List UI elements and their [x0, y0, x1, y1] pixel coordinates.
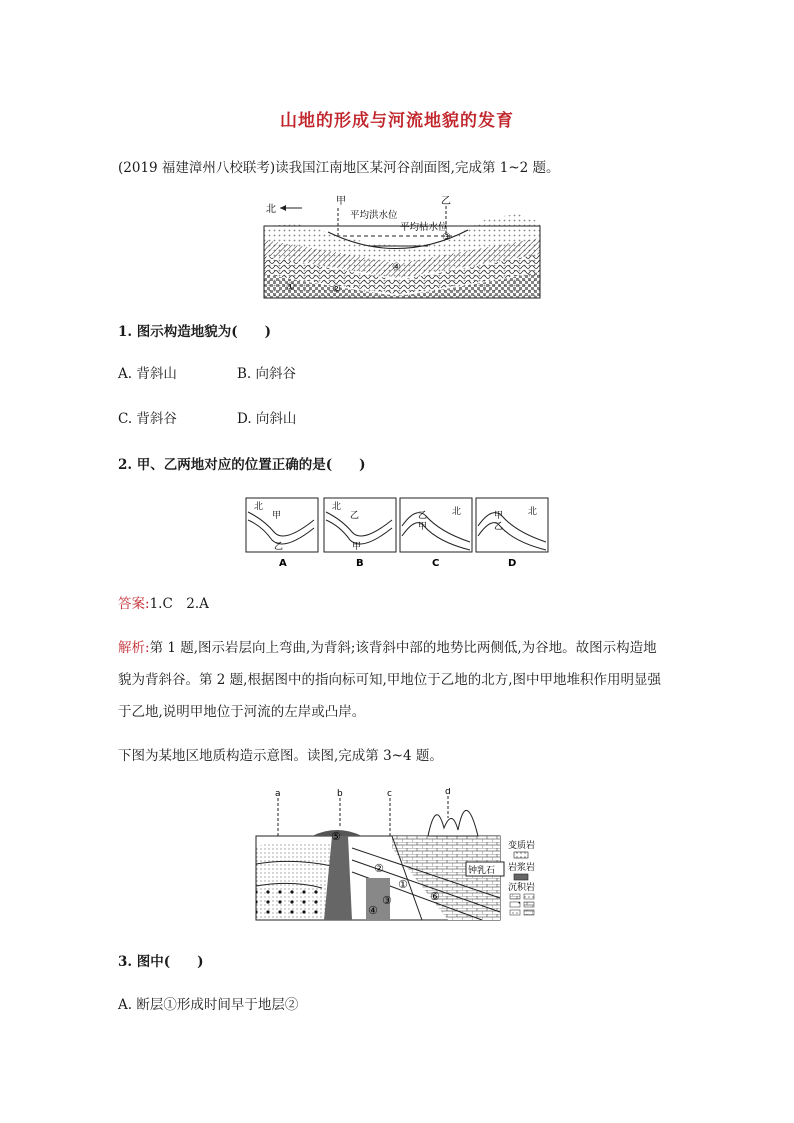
label-4: ④: [368, 904, 378, 917]
label-a: A: [279, 558, 287, 569]
label-d: D: [508, 558, 517, 569]
layer-3-label: ③: [442, 232, 451, 243]
yi-c: 乙: [418, 511, 428, 521]
yi-label: 乙: [441, 196, 451, 207]
label-b: B: [356, 558, 364, 569]
q1-stem: 1. 图示构造地貌为( ): [118, 324, 272, 340]
flood-level-label: 平均洪水位: [350, 210, 398, 221]
analysis-line-1: [118, 638, 657, 658]
layer-4-label: ④: [392, 262, 401, 273]
option-a-panel: [246, 498, 318, 552]
option-b-panel: [324, 498, 396, 552]
layer-2-label: ②: [332, 284, 341, 295]
label-5: ⑤: [331, 830, 341, 843]
legend-sedimentary: 沉积岩: [508, 883, 536, 893]
intro-q3-4: 下图为某地区地质构造示意图。读图,完成第 3~4 题。: [118, 748, 443, 764]
q2-stem: 2. 甲、乙两地对应的位置正确的是( ): [118, 457, 366, 473]
geologic-structure-figure: [252, 788, 544, 924]
q3-option-a[interactable]: A. 断层①形成时间早于地层②: [118, 997, 299, 1013]
intro-q1-2: (2019 福建漳州八校联考)读我国江南地区某河谷剖面图,完成第 1~2 题。: [118, 160, 560, 176]
q1-option-b[interactable]: B. 向斜谷: [237, 366, 297, 382]
jia-b: 甲: [352, 542, 362, 552]
answer-text: 1.C 2.A: [149, 596, 209, 612]
analysis-line-3: 于乙地,说明甲地位于河流的左岸或凸岸。: [118, 704, 366, 720]
jia-d: 甲: [494, 511, 504, 521]
answer-label: 答案:: [118, 596, 150, 612]
dry-level-label: 平均枯水位: [400, 222, 448, 233]
answer-line: [118, 594, 209, 614]
marker-c: c: [387, 789, 392, 799]
q1-option-d[interactable]: D. 向斜山: [237, 411, 297, 427]
yi-d: 乙: [494, 522, 504, 532]
marker-b: b: [337, 789, 343, 799]
jia-a: 甲: [272, 511, 282, 521]
q1-option-c[interactable]: C. 背斜谷: [118, 411, 177, 427]
layer-1-label: ①: [286, 282, 295, 293]
marker-a: a: [275, 789, 281, 799]
analysis-label: 解析:: [118, 640, 150, 656]
label-3: ③: [382, 894, 392, 907]
label-c: C: [432, 558, 440, 569]
option-c-panel: [400, 498, 472, 552]
north-b: 北: [332, 502, 342, 512]
analysis-line-2: 貌为背斜谷。第 2 题,根据图中的指向标可知,甲地位于乙地的北方,图中甲地堆积作用明显强: [118, 672, 662, 688]
north-c: 北: [452, 507, 462, 517]
river-bend-options-figure: [244, 496, 552, 570]
analysis-text-1: 第 1 题,图示岩层向上弯曲,为背斜;该背斜中部的地势比两侧低,为谷地。故图示构造地: [149, 640, 657, 656]
label-2: ②: [374, 862, 384, 875]
jia-label: 甲: [336, 196, 346, 207]
option-d-panel: [476, 498, 548, 552]
jia-c: 甲: [418, 522, 428, 532]
legend-metamorphic: 变质岩: [508, 841, 536, 851]
north-a: 北: [254, 502, 264, 512]
label-6: ⑥: [430, 890, 440, 903]
stalactite-label: 钟乳石: [468, 866, 496, 876]
label-1: ①: [398, 878, 408, 891]
yi-b: 乙: [350, 511, 360, 521]
valley-profile-figure: [258, 194, 548, 300]
north-d: 北: [528, 507, 538, 517]
marker-d: d: [445, 788, 451, 797]
q1-option-a[interactable]: A. 背斜山: [118, 366, 177, 382]
yi-a: 乙: [274, 542, 284, 552]
page-title: 山地的形成与河流地貌的发育: [280, 111, 514, 131]
q3-stem: 3. 图中( ): [118, 954, 204, 970]
legend-magmatic: 岩浆岩: [508, 863, 536, 873]
north-label: 北: [266, 204, 276, 215]
